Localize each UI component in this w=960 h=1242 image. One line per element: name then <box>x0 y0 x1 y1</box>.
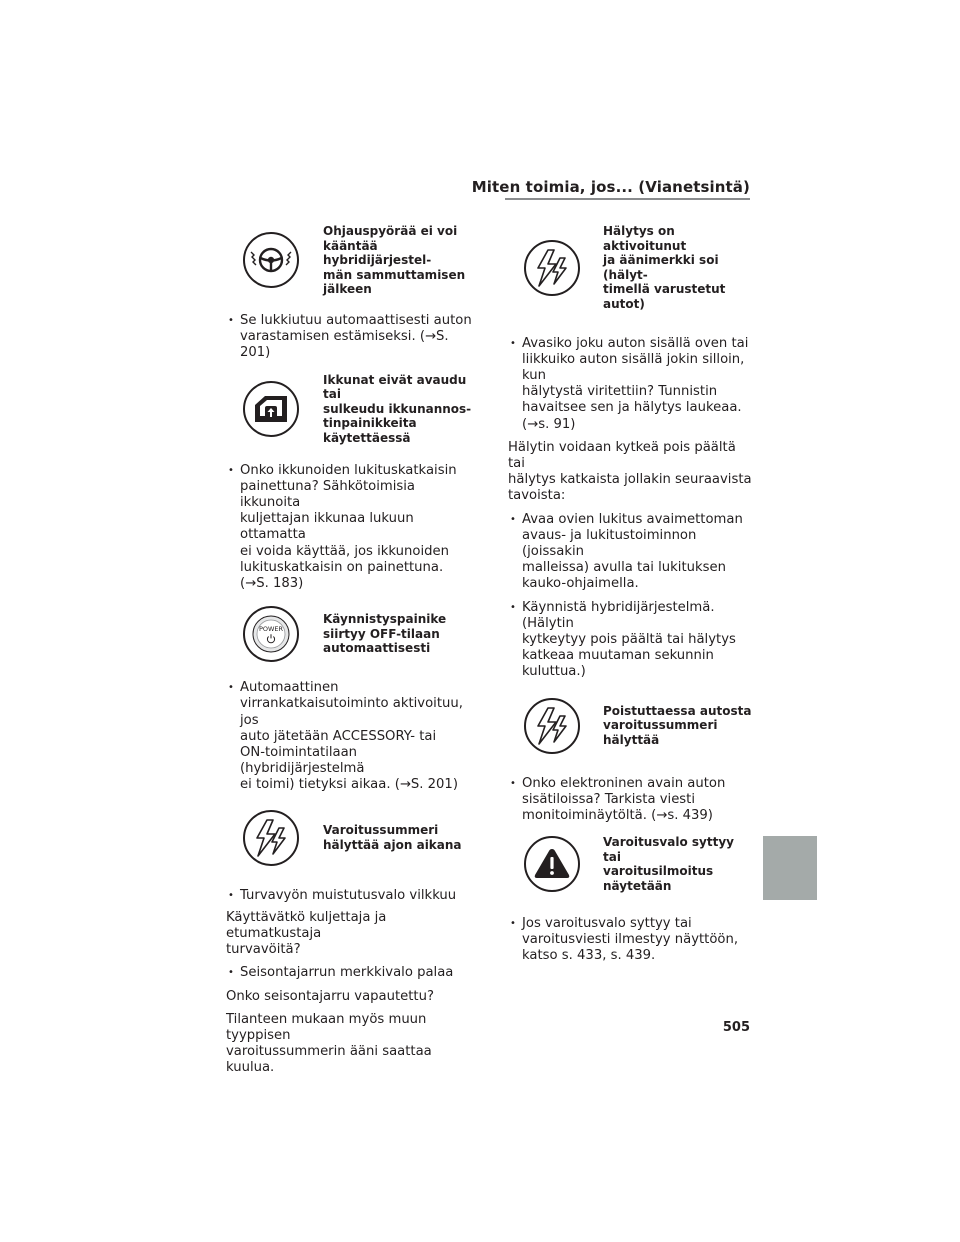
steering-lock-caption: Ohjauspyörää ei voi kääntää hybridijärjestel- män sammuttamisen jälkeen <box>323 224 466 297</box>
window-lock-caption: Ikkunat eivät avaudu tai sulkeudu ikkunannos- tinpainikkeita käytettäessä <box>323 372 472 445</box>
exit-buzzer-bullet: • Onko elektroninen avain auton sisätiloissa? Tarkista viesti monitoiminäytöltä. (→s. 439) <box>508 776 753 825</box>
power-button-text: POWER <box>258 625 284 634</box>
warning-light-item <box>508 835 753 893</box>
window-lock-bullet: • Onko ikkunoiden lukituskatkaisin painettuna? Sähkötoimisia ikkunoita kuljettajan ikkunaa lukuun ottamatta ei voida käyttää, jos ikkunoiden lukituskatkaisin on painettuna. (→S. 183) <box>226 463 476 593</box>
power-button-icon <box>243 606 299 662</box>
warning-buzzer-item <box>226 810 476 866</box>
warning-light-caption: Varoitusvalo syttyy tai varoitusilmoitus näytetään <box>603 835 734 894</box>
steering-lock-bullet: • Se lukkiutuu automaattisesti auton varastamisen estämiseksi. (→S. 201) <box>226 313 476 362</box>
seatbelt-paragraph: Käyttävätkö kuljettaja ja etumatkustaja turvavöitä? <box>226 909 387 958</box>
exit-buzzer-icon <box>524 698 580 754</box>
power-button-caption: Käynnistyspainike siirtyy OFF-tilaan automaattisesti <box>323 612 447 656</box>
exit-buzzer-item <box>508 698 753 754</box>
page-number: 505 <box>722 1020 750 1035</box>
other-buzzer-paragraph: Tilanteen mukaan myös muun tyyppisen varoitussummerin ääni saattaa kuulua. <box>226 1011 432 1076</box>
alarm-option-keyless: • Avaa ovien lukitus avaimettoman avaus- ja lukitustoiminnon (joissakin malleissa) avulla tai lukituksen kauko-ohjaimella. <box>508 512 753 593</box>
parking-brake-paragraph: Onko seisontajarru vapautettu? <box>226 988 434 1004</box>
warning-buzzer-caption: Varoitussummeri hälyttää ajon aikana <box>323 823 462 852</box>
alarm-caption: Hälytys on aktivoitunut ja äänimerkki soi (hälyt- timellä varustetut autot) <box>603 224 726 311</box>
alarm-paragraph: Hälytin voidaan kytkeä pois päältä tai hälytys katkaista jollakin seuraavista tavoista: <box>508 439 752 504</box>
window-lock-icon <box>243 381 299 437</box>
exit-buzzer-caption: Poistuttaessa autosta varoitussummeri hälyttää <box>603 703 752 747</box>
alarm-buzzer-icon <box>524 240 580 296</box>
header-divider <box>505 198 750 200</box>
alarm-item <box>508 224 753 312</box>
power-button-item <box>226 606 476 662</box>
section-title: Miten toimia, jos... (Vianetsintä) <box>471 178 750 196</box>
warning-light-bullet: • Jos varoitusvalo syttyy tai varoitusviesti ilmestyy näyttöön, katso s. 433, s. 439. <box>508 916 753 965</box>
steering-lock-icon <box>243 232 299 288</box>
left-column <box>226 224 476 1077</box>
alarm-bullet: • Avasiko joku auton sisällä oven tai liikkuiko auton sisällä jokin silloin, kun hälytystä viritettiin? Tunnistin havaitsee sen ja hälytys laukeaa. (→s. 91) <box>508 336 753 433</box>
warning-buzzer-icon <box>243 810 299 866</box>
chapter-tab <box>763 836 817 900</box>
parking-brake-bullet: • Seisontajarrun merkkivalo palaa <box>226 965 476 981</box>
window-lock-item <box>226 373 476 446</box>
right-column <box>508 224 753 964</box>
seatbelt-bullet: • Turvavyön muistutusvalo vilkkuu <box>226 888 476 904</box>
warning-triangle-icon <box>524 836 580 892</box>
steering-lock-item <box>226 224 476 297</box>
alarm-option-start: • Käynnistä hybridijärjestelmä. (Hälytin kytkeytyy pois päältä tai hälytys katkeaa muutaman sekunnin kuluttua.) <box>508 600 753 681</box>
power-button-bullet: • Automaattinen virrankatkaisutoiminto aktivoituu, jos auto jätetään ACCESSORY- tai ON-toimintatilaan (hybridijärjestelmä ei toimi) tietyksi aikaa. (→S. 201) <box>226 680 476 793</box>
